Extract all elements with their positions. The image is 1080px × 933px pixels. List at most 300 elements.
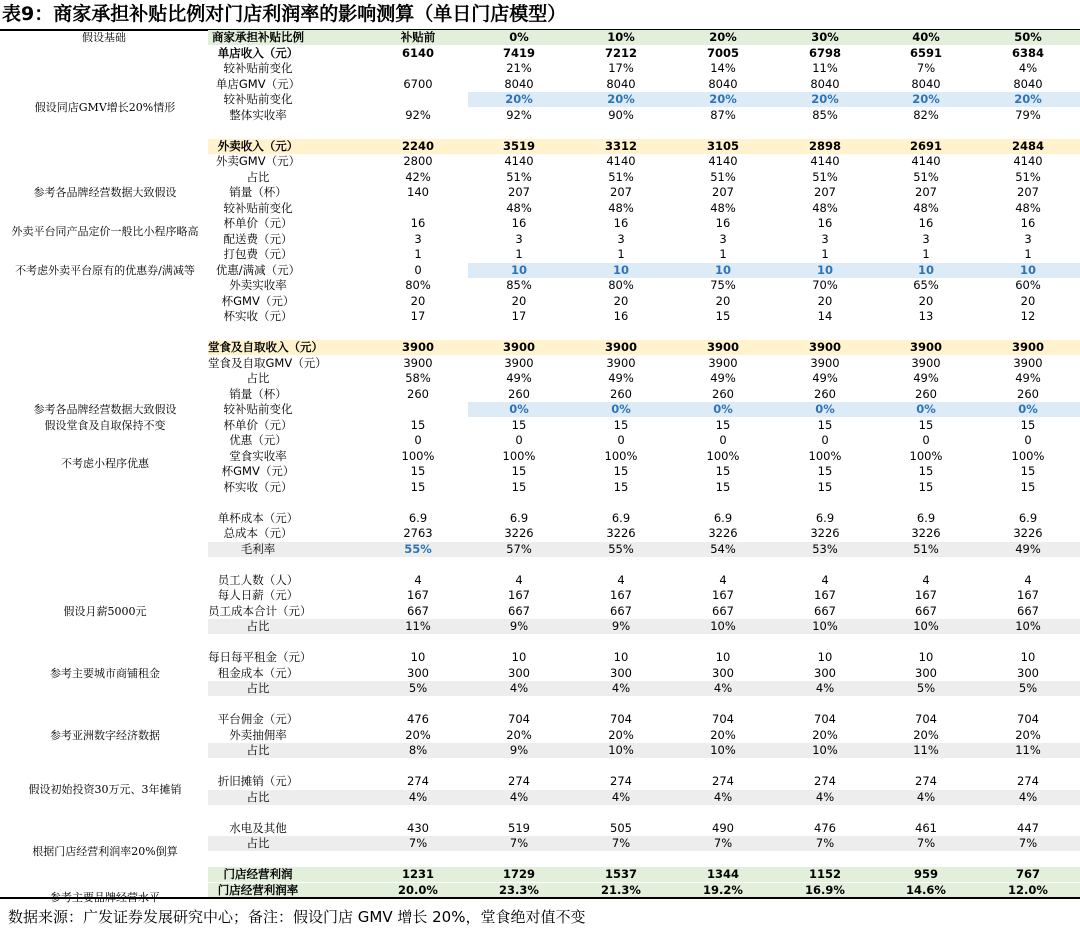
- row-value: 167: [712, 588, 734, 602]
- row-value: 8%: [408, 743, 428, 757]
- row-value: 16.9%: [805, 882, 845, 897]
- header-label: 商家承担补贴比例: [212, 30, 304, 44]
- row-label: 租金成本（元）: [217, 665, 299, 680]
- row-label: 较补贴前变化: [223, 92, 293, 106]
- row-value: 51%: [608, 169, 634, 184]
- row-label: 单店GMV（元）: [215, 76, 301, 91]
- row-value: 60%: [1015, 278, 1041, 292]
- row-value: 92%: [405, 107, 431, 122]
- row-label: 堂食及自取GMV（元）: [208, 355, 327, 370]
- row-label: 占比: [246, 169, 270, 184]
- column-header: 20%: [709, 30, 737, 44]
- row-label: 堂食及自取收入（元）: [208, 340, 323, 354]
- row-value: 274: [814, 774, 836, 788]
- row-value: 15: [511, 464, 527, 478]
- row-value: 20%: [608, 727, 634, 742]
- row-value: 20%: [1015, 727, 1041, 742]
- row-value: 8040: [911, 76, 941, 91]
- row-value: 505: [610, 820, 632, 835]
- row-value: 20.0%: [398, 882, 438, 897]
- row-value: 15: [410, 464, 426, 478]
- row-value: 959: [913, 867, 938, 881]
- row-value: 20%: [912, 92, 940, 106]
- row-value: 4%: [713, 789, 733, 804]
- row-label: 外卖收入（元）: [217, 138, 299, 153]
- row-value: 10%: [710, 743, 736, 757]
- row-value: 704: [1017, 712, 1039, 726]
- row-value: 10%: [608, 743, 634, 757]
- row-value: 17%: [608, 61, 634, 75]
- row-label: 占比: [246, 619, 270, 633]
- row-value: 207: [814, 185, 836, 199]
- row-value: 260: [915, 386, 937, 401]
- row-value: 667: [712, 603, 734, 618]
- row-label: 单店收入（元）: [217, 45, 299, 60]
- row-value: 3900: [808, 340, 841, 354]
- row-value: 3226: [606, 526, 636, 540]
- row-value: 10%: [812, 619, 838, 633]
- row-value: 10: [714, 262, 731, 277]
- row-value: 260: [814, 386, 836, 401]
- row-value: 15: [1020, 464, 1036, 478]
- row-value: 20%: [812, 727, 838, 742]
- row-value: 14.6%: [906, 882, 946, 897]
- row-value: 16: [918, 216, 934, 230]
- row-value: 8040: [504, 76, 534, 91]
- row-value: 16: [817, 216, 833, 230]
- column-header: 10%: [607, 30, 635, 44]
- row-value: 21.3%: [601, 882, 641, 897]
- row-value: 260: [407, 386, 429, 401]
- row-value: 9%: [611, 619, 631, 633]
- row-value: 3226: [504, 526, 534, 540]
- row-value: 0: [414, 262, 422, 277]
- row-value: 7212: [604, 45, 637, 60]
- table-row: [0, 77, 1080, 92]
- row-value: 23.3%: [499, 882, 539, 897]
- row-value: 15: [918, 417, 934, 432]
- row-value: 207: [610, 185, 632, 199]
- row-label: 较补贴前变化: [223, 402, 293, 416]
- table-row: [0, 309, 1080, 324]
- table-row: [0, 867, 1080, 882]
- table-row: [0, 356, 1080, 371]
- row-value: 51%: [913, 169, 939, 184]
- row-value: 15: [715, 464, 731, 478]
- row-value: 3: [414, 231, 422, 246]
- table-row: [0, 154, 1080, 169]
- row-value: 1729: [502, 867, 535, 881]
- row-label: 打包费（元）: [223, 247, 293, 261]
- row-value: 17: [511, 309, 527, 323]
- row-value: 6.9: [408, 510, 428, 525]
- row-value: 4: [821, 572, 829, 587]
- row-value: 10%: [710, 619, 736, 633]
- column-header: 40%: [912, 30, 940, 44]
- row-label: 占比: [246, 371, 270, 385]
- row-value: 0: [922, 433, 930, 447]
- row-value: 79%: [1015, 107, 1041, 122]
- row-value: 20: [613, 293, 629, 308]
- row-value: 55%: [608, 541, 634, 556]
- row-value: 5%: [408, 681, 428, 695]
- column-header: 30%: [811, 30, 839, 44]
- row-value: 4%: [509, 681, 529, 695]
- row-value: 7%: [1018, 836, 1038, 850]
- row-label: 折旧摊销（元）: [217, 774, 299, 788]
- row-value: 10: [410, 650, 426, 664]
- row-value: 100%: [401, 448, 435, 463]
- row-value: 3900: [706, 340, 739, 354]
- row-value: 7%: [916, 61, 936, 75]
- row-value: 667: [407, 603, 429, 618]
- row-value: 6.9: [713, 510, 733, 525]
- row-value: 100%: [1011, 448, 1045, 463]
- row-label: 外卖实收率: [229, 278, 287, 292]
- row-value: 51%: [913, 541, 939, 556]
- row-value: 4%: [815, 681, 835, 695]
- row-value: 51%: [506, 169, 532, 184]
- table-header-row: [0, 30, 1080, 45]
- row-value: [368, 92, 468, 107]
- table-row: [0, 511, 1080, 526]
- row-value: 13: [918, 309, 934, 323]
- row-value: [368, 61, 468, 76]
- row-value: 20: [410, 293, 426, 308]
- row-value: 4%: [1018, 61, 1038, 75]
- row-value: 8040: [708, 76, 738, 91]
- row-label: 杯单价（元）: [223, 417, 293, 432]
- row-value: 54%: [710, 541, 736, 556]
- row-value: 767: [1015, 867, 1040, 881]
- row-value: 17: [410, 309, 426, 323]
- row-value: 2691: [909, 138, 942, 153]
- row-value: 3900: [403, 355, 433, 370]
- row-value: 207: [1017, 185, 1039, 199]
- row-value: 11%: [812, 61, 838, 75]
- row-value: 3900: [606, 355, 636, 370]
- row-value: 10%: [812, 743, 838, 757]
- row-value: 3900: [502, 340, 535, 354]
- row-value: 75%: [710, 278, 736, 292]
- row-value: 4: [617, 572, 625, 587]
- row-value: 490: [712, 820, 734, 835]
- assumption-note: 参考各品牌经营数据大致假设: [33, 186, 177, 199]
- row-value: 300: [915, 665, 937, 680]
- row-value: 82%: [913, 107, 939, 122]
- row-value: 10: [918, 650, 934, 664]
- row-label: 较补贴前变化: [223, 61, 293, 75]
- row-label: 占比: [246, 789, 270, 804]
- row-value: 704: [712, 712, 734, 726]
- row-value: 3900: [708, 355, 738, 370]
- row-value: 3900: [504, 355, 534, 370]
- row-value: 4%: [611, 681, 631, 695]
- assumption-note: 参考主要品牌经营水平: [50, 891, 160, 905]
- table-row: [0, 340, 1080, 355]
- row-value: 100%: [808, 448, 842, 463]
- row-value: 1: [515, 247, 523, 261]
- row-value: 49%: [1015, 541, 1041, 556]
- row-value: 15: [817, 417, 833, 432]
- row-value: 3: [922, 231, 930, 246]
- row-value: 3519: [502, 138, 535, 153]
- table-row: [0, 61, 1080, 76]
- row-value: 447: [1017, 820, 1039, 835]
- row-value: 3: [719, 231, 727, 246]
- row-value: 7419: [502, 45, 535, 60]
- row-label: 较补贴前变化: [223, 200, 293, 215]
- assumption-note: 参考各品牌经营数据大致假设: [33, 403, 177, 416]
- row-value: 12.0%: [1008, 882, 1048, 897]
- row-value: 80%: [405, 278, 431, 292]
- table-row: [0, 681, 1080, 696]
- row-value: 1231: [401, 867, 434, 881]
- table-row: [0, 433, 1080, 448]
- row-value: 20: [511, 293, 527, 308]
- row-value: 2240: [401, 138, 434, 153]
- row-value: 15: [511, 417, 527, 432]
- row-label: 毛利率: [240, 541, 276, 556]
- row-value: 7%: [509, 836, 529, 850]
- row-value: 15: [613, 479, 629, 494]
- row-value: 10: [816, 262, 833, 277]
- row-value: 19.2%: [703, 882, 743, 897]
- row-value: 4140: [1013, 154, 1043, 168]
- row-value: 15: [918, 464, 934, 478]
- row-value: 42%: [405, 169, 431, 184]
- row-value: 20%: [505, 92, 533, 106]
- row-value: 4%: [713, 681, 733, 695]
- row-value: 3: [617, 231, 625, 246]
- row-label: 配送费（元）: [223, 231, 293, 246]
- row-value: 2898: [808, 138, 841, 153]
- row-value: 1: [821, 247, 829, 261]
- row-value: [368, 201, 468, 216]
- row-value: 10: [613, 650, 629, 664]
- row-value: 10: [917, 262, 934, 277]
- assumption-note: 假设堂食及自取保持不变: [44, 418, 166, 432]
- assumption-note: 参考主要城市商铺租金: [50, 666, 160, 680]
- assumption-note: 假设同店GMV增长20%情形: [34, 100, 176, 114]
- row-value: 667: [915, 603, 937, 618]
- row-value: 7%: [916, 836, 936, 850]
- row-value: 3: [515, 231, 523, 246]
- row-value: 15: [715, 309, 731, 323]
- row-label: 整体实收率: [229, 107, 287, 122]
- row-value: 260: [712, 386, 734, 401]
- table-row: [0, 712, 1080, 727]
- row-value: 6798: [808, 45, 841, 60]
- column-header: 补贴前: [400, 30, 436, 44]
- row-value: 4%: [1018, 789, 1038, 804]
- row-value: 49%: [608, 371, 634, 385]
- table-row: [0, 573, 1080, 588]
- row-value: 4%: [611, 789, 631, 804]
- row-value: 21%: [506, 61, 532, 75]
- row-value: 5%: [916, 681, 936, 695]
- row-value: 7%: [815, 836, 835, 850]
- row-value: 0: [719, 433, 727, 447]
- row-value: 49%: [710, 371, 736, 385]
- row-value: 20: [918, 293, 934, 308]
- row-value: 20%: [405, 727, 431, 742]
- row-value: 7%: [713, 836, 733, 850]
- row-value: 704: [610, 712, 632, 726]
- row-value: 48%: [913, 200, 939, 215]
- row-value: 20: [817, 293, 833, 308]
- row-value: 7%: [408, 836, 428, 850]
- row-value: 207: [712, 185, 734, 199]
- row-value: 4: [922, 572, 930, 587]
- assumption-note: 不考虑外卖平台原有的优惠券/满减等: [15, 263, 195, 277]
- row-label: 每人日薪（元）: [217, 588, 299, 602]
- row-value: 7005: [706, 45, 739, 60]
- row-value: 140: [407, 185, 429, 199]
- source-note: 数据来源：广发证券发展研究中心；备注：假设门店 GMV 增长 20%，堂食绝对值不变: [8, 908, 586, 926]
- row-value: 15: [410, 417, 426, 432]
- row-value: 9%: [509, 619, 529, 633]
- table-row: [0, 542, 1080, 557]
- row-value: 167: [610, 588, 632, 602]
- row-value: 20%: [710, 727, 736, 742]
- row-label: 堂食实收率: [229, 448, 287, 463]
- row-value: 3226: [810, 526, 840, 540]
- table-row: [0, 743, 1080, 758]
- row-label: 杯实收（元）: [223, 309, 293, 323]
- row-value: 300: [407, 665, 429, 680]
- row-value: 20%: [709, 92, 737, 106]
- row-value: 49%: [506, 371, 532, 385]
- row-label: 水电及其他: [229, 820, 287, 835]
- row-value: 3900: [604, 340, 637, 354]
- row-value: 6.9: [1018, 510, 1038, 525]
- assumption-note: 不考虑小程序优惠: [61, 457, 149, 471]
- row-value: 53%: [812, 541, 838, 556]
- row-value: 58%: [405, 371, 431, 385]
- row-value: 300: [712, 665, 734, 680]
- row-value: 4%: [815, 789, 835, 804]
- row-value: 274: [1017, 774, 1039, 788]
- row-value: 4140: [911, 154, 941, 168]
- row-value: 11%: [1015, 743, 1041, 757]
- row-label: 员工成本合计（元）: [208, 603, 312, 618]
- row-value: 207: [508, 185, 530, 199]
- row-value: 0: [414, 433, 422, 447]
- row-value: 65%: [913, 278, 939, 292]
- row-value: 15: [1020, 417, 1036, 432]
- row-value: 274: [508, 774, 530, 788]
- row-value: 48%: [506, 200, 532, 215]
- table-row: [0, 619, 1080, 634]
- table-row: [0, 526, 1080, 541]
- row-value: 300: [508, 665, 530, 680]
- row-label: 门店经营利润率: [217, 882, 299, 897]
- row-value: 12: [1020, 309, 1036, 323]
- row-value: 1: [414, 247, 422, 261]
- row-value: 0%: [916, 402, 936, 416]
- row-value: 10: [1019, 262, 1036, 277]
- row-value: 87%: [710, 107, 736, 122]
- row-value: 4: [1024, 572, 1032, 587]
- row-value: 7%: [611, 836, 631, 850]
- row-value: 0%: [1018, 402, 1038, 416]
- row-value: 6.9: [509, 510, 529, 525]
- row-value: 15: [817, 464, 833, 478]
- row-value: 15: [1020, 479, 1036, 494]
- row-value: 1: [617, 247, 625, 261]
- row-label: 平台佣金（元）: [217, 712, 299, 726]
- row-value: 10: [817, 650, 833, 664]
- row-value: 274: [407, 774, 429, 788]
- row-value: 4%: [916, 789, 936, 804]
- row-label: 优惠/满减（元）: [215, 262, 301, 277]
- row-value: 667: [1017, 603, 1039, 618]
- row-value: 1344: [706, 867, 739, 881]
- row-value: 3226: [708, 526, 738, 540]
- row-label: 占比: [246, 836, 270, 850]
- table-row: [0, 278, 1080, 293]
- row-value: 274: [610, 774, 632, 788]
- row-value: 0: [1024, 433, 1032, 447]
- row-value: 51%: [812, 169, 838, 184]
- row-value: 4%: [408, 789, 428, 804]
- table-title: 表9：商家承担补贴比例对门店利润率的影响测算（单日门店模型）: [2, 3, 567, 25]
- row-value: 1152: [808, 867, 841, 881]
- header-note: 假设基础: [82, 31, 126, 44]
- table-row: [0, 139, 1080, 154]
- row-value: 15: [613, 417, 629, 432]
- row-value: 20%: [506, 727, 532, 742]
- row-value: 3226: [1013, 526, 1043, 540]
- row-value: 3105: [706, 138, 739, 153]
- row-value: 3900: [401, 340, 434, 354]
- row-value: 167: [1017, 588, 1039, 602]
- row-label: 杯实收（元）: [223, 479, 293, 494]
- row-value: 100%: [706, 448, 740, 463]
- row-label: 杯GMV（元）: [221, 464, 295, 478]
- row-value: 704: [915, 712, 937, 726]
- row-value: 167: [814, 588, 836, 602]
- table-row: [0, 588, 1080, 603]
- row-value: 3900: [810, 355, 840, 370]
- table-row: [0, 371, 1080, 386]
- row-value: 100%: [604, 448, 638, 463]
- row-value: 8040: [606, 76, 636, 91]
- row-value: 20%: [607, 92, 635, 106]
- row-value: 167: [915, 588, 937, 602]
- table-row: [0, 387, 1080, 402]
- row-label: 每日每平租金（元）: [208, 650, 312, 664]
- row-value: 10%: [1015, 619, 1041, 633]
- row-value: 0: [821, 433, 829, 447]
- row-value: 6700: [403, 76, 433, 91]
- row-value: 4%: [509, 789, 529, 804]
- row-value: 6384: [1011, 45, 1044, 60]
- bottom-rule: [0, 897, 1080, 899]
- row-value: 85%: [506, 278, 532, 292]
- row-value: 300: [610, 665, 632, 680]
- row-value: 15: [511, 479, 527, 494]
- row-value: 4140: [810, 154, 840, 168]
- row-value: 15: [715, 479, 731, 494]
- row-value: 48%: [710, 200, 736, 215]
- table-row: [0, 46, 1080, 61]
- row-value: 11%: [405, 619, 431, 633]
- row-value: 20: [1020, 293, 1036, 308]
- row-value: 70%: [812, 278, 838, 292]
- row-value: 519: [508, 820, 530, 835]
